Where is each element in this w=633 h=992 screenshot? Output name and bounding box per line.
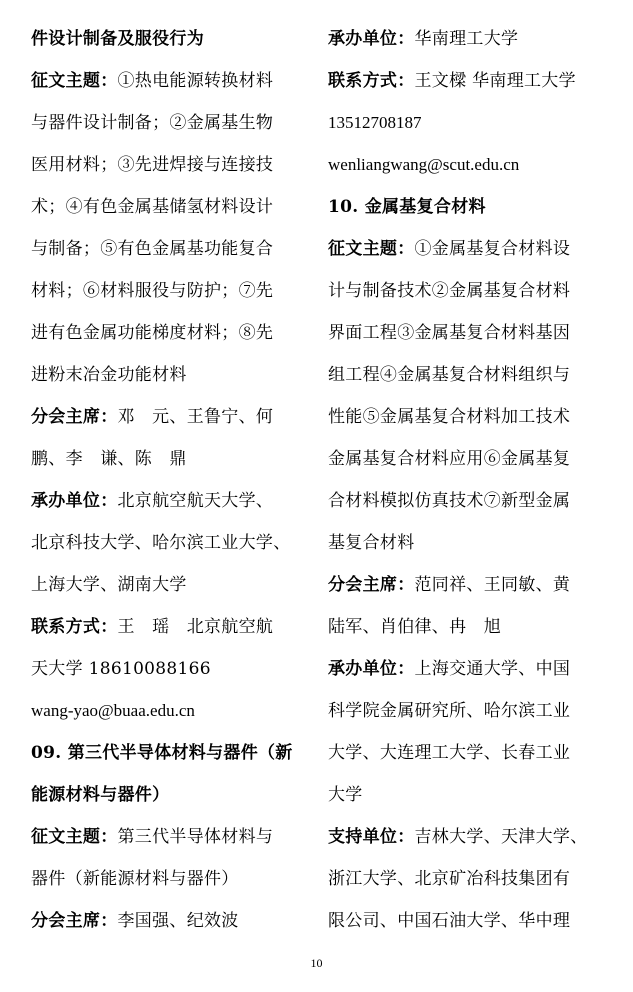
- support-text: 吉林大学、天津大学、: [414, 827, 588, 847]
- support-text-line: 浙江大学、北京矿冶科技集团有: [328, 869, 571, 889]
- topic-text-line: 与制备；⑤有色金属基功能复合: [31, 239, 274, 259]
- support-text-line: 限公司、中国石油大学、华中理: [328, 911, 571, 931]
- topic-text-line: 合材料模拟仿真技术⑦新型金属: [328, 491, 571, 511]
- topic-text-line: 医用材料；③先进焊接与连接技: [31, 155, 274, 175]
- topic-text: ①热电能源转换材料: [117, 71, 274, 91]
- host-text: 北京航空航天大学、: [117, 491, 274, 511]
- chair-line: [31, 396, 303, 438]
- topic-text-line: 组工程④金属基复合材料组织与: [328, 365, 571, 385]
- topic-text-line: 进有色金属功能梯度材料；⑧先: [31, 323, 274, 343]
- host-label: 承办单位：: [31, 491, 118, 511]
- left-column: [31, 18, 303, 942]
- chair-line: [31, 900, 303, 942]
- contact-line: [328, 60, 600, 102]
- topic-text-line: 材料；⑥材料服役与防护；⑦先: [31, 281, 274, 301]
- section-08-title-continued: 件设计制备及服役行为: [31, 29, 204, 49]
- topic-line: [31, 816, 303, 858]
- chair-text-line: 陆军、肖伯律、冉 旭: [328, 617, 501, 637]
- right-column: [328, 18, 600, 942]
- contact-label: 联系方式：: [31, 617, 118, 637]
- chair-text-line: 鹏、李 谦、陈 鼎: [31, 449, 187, 469]
- contact-email: wang-yao@buaa.edu.cn: [31, 701, 195, 720]
- topic-text-line: 基复合材料: [328, 533, 415, 553]
- topic-label: 征文主题：: [31, 827, 118, 847]
- support-line: [328, 816, 600, 858]
- chair-label: 分会主席：: [31, 911, 118, 931]
- contact-phone-line: 天大学 18610088166: [31, 659, 211, 679]
- topic-text-line: 进粉末冶金功能材料: [31, 365, 187, 385]
- topic-text-line: 金属基复合材料应用⑥金属基复: [328, 449, 571, 469]
- host-label: 承办单位：: [328, 659, 415, 679]
- chair-label: 分会主席：: [31, 407, 118, 427]
- topic-label: 征文主题：: [328, 239, 415, 259]
- topic-text-line: 术；④有色金属基储氢材料设计: [31, 197, 274, 217]
- host-text: 华南理工大学: [414, 29, 519, 49]
- section-09-title: 09. 第三代半导体材料与器件（新: [31, 743, 293, 763]
- contact-email: wenliangwang@scut.edu.cn: [328, 155, 520, 174]
- host-text-line: 科学院金属研究所、哈尔滨工业: [328, 701, 571, 721]
- host-text-line: 大学: [328, 785, 363, 805]
- topic-text: 第三代半导体材料与: [117, 827, 274, 847]
- topic-text: ①金属基复合材料设: [414, 239, 571, 259]
- host-text-line: 北京科技大学、哈尔滨工业大学、: [31, 533, 291, 553]
- host-text-line: 上海大学、湖南大学: [31, 575, 187, 595]
- section-09-title-continued: 能源材料与器件）: [31, 785, 170, 805]
- chair-text: 邓 元、王鲁宁、何: [117, 407, 274, 427]
- chair-line: [328, 564, 600, 606]
- host-text-line: 大学、大连理工大学、长春工业: [328, 743, 571, 763]
- host-text: 上海交通大学、中国: [414, 659, 571, 679]
- topic-text-line: 与器件设计制备；②金属基生物: [31, 113, 274, 133]
- topic-label: 征文主题：: [31, 71, 118, 91]
- chair-label: 分会主席：: [328, 575, 415, 595]
- host-line: [328, 648, 600, 690]
- topic-line: [328, 228, 600, 270]
- support-label: 支持单位：: [328, 827, 415, 847]
- topic-line: [31, 60, 303, 102]
- host-label: 承办单位：: [328, 29, 415, 49]
- contact-label: 联系方式：: [328, 71, 415, 91]
- page-number: 10: [310, 956, 323, 970]
- contact-line: [31, 606, 303, 648]
- contact-text: 王文樑 华南理工大学: [414, 71, 576, 91]
- contact-text: 王 瑶 北京航空航: [117, 617, 274, 637]
- section-10-title: 10. 金属基复合材料: [328, 197, 486, 217]
- topic-text-line: 计与制备技术②金属基复合材料: [328, 281, 571, 301]
- topic-text-line: 界面工程③金属基复合材料基因: [328, 323, 571, 343]
- contact-phone: 13512708187: [328, 113, 422, 132]
- host-line: [31, 480, 303, 522]
- chair-text: 范同祥、王同敏、黄: [414, 575, 571, 595]
- topic-text-line: 性能⑤金属基复合材料加工技术: [328, 407, 571, 427]
- host-line: [328, 18, 600, 60]
- chair-text: 李国强、纪效波: [117, 911, 239, 931]
- topic-text-line: 器件（新能源材料与器件）: [31, 869, 239, 889]
